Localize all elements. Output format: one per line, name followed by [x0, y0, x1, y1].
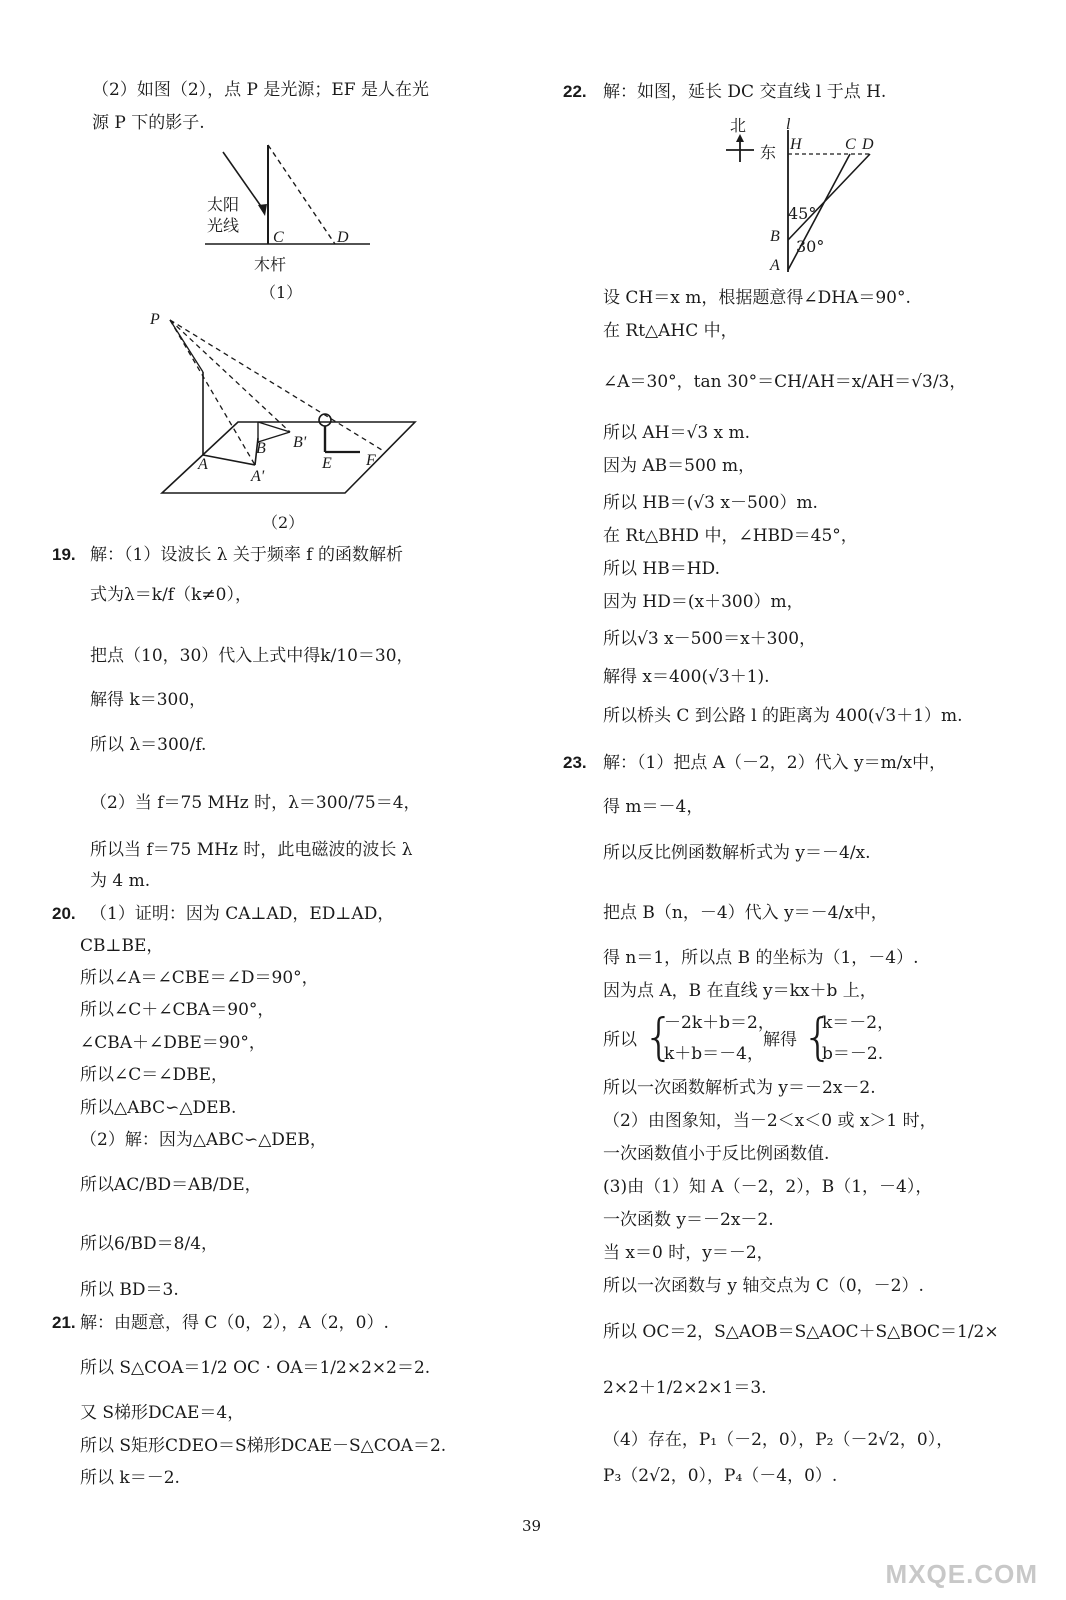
q20-line11: 所以 BD＝3.: [80, 1280, 179, 1300]
page-number: 39: [522, 1517, 542, 1535]
q23-system-prefix: 所以: [603, 1030, 637, 1050]
q19-line1: 解：（1）设波长 λ 关于频率 f 的函数解析: [90, 545, 403, 565]
q22-number: 22.: [563, 82, 587, 101]
fig1-label-pole: 木杆: [254, 255, 287, 274]
q22-line12: 解得 x＝400(√3＋1).: [603, 667, 770, 687]
q22-fig-east: 东: [760, 143, 777, 162]
q23-line16: 2×2＋1/2×2×1＝3.: [603, 1378, 767, 1398]
q20-line7: 所以△ABC∽△DEB.: [80, 1098, 237, 1118]
q22-fig-30deg: 30°: [796, 237, 825, 256]
q22-line1: 解：如图，延长 DC 交直线 l 于点 H.: [603, 82, 887, 102]
q23-system-eq1: －2k＋b＝2，: [664, 1013, 775, 1033]
q23-line18: P₃（2√2，0），P₄（－4，0）.: [603, 1466, 838, 1486]
q21-line1: 解：由题意，得 C（0，2），A（2，0）.: [80, 1313, 389, 1333]
q22-fig-45deg: 45°: [788, 204, 817, 223]
q22-line8: 在 Rt△BHD 中，∠HBD＝45°，: [603, 526, 858, 546]
q23-system-sol1: k＝－2，: [822, 1013, 895, 1033]
q23-line1: 解：（1）把点 A（－2，2）代入 y＝m/x中，: [603, 753, 947, 773]
q18-part2-line1: （2）如图（2），点 P 是光源；EF 是人在光: [92, 80, 429, 100]
q19-line8: 为 4 m.: [90, 871, 151, 891]
q23-line4: 把点 B（n，－4）代入 y＝－4/x中，: [603, 903, 888, 923]
q23-number: 23.: [563, 753, 587, 772]
q23-line5: 得 n＝1，所以点 B 的坐标为（1，－4）.: [603, 948, 919, 968]
q19-line4: 解得 k＝300，: [90, 690, 207, 710]
q19-line6: （2）当 f＝75 MHz 时，λ＝300/75＝4，: [90, 793, 421, 813]
fig1-label-ray: 光线: [207, 216, 240, 235]
q20-line2: CB⊥BE，: [80, 936, 164, 956]
q22-line3: 在 Rt△AHC 中，: [603, 321, 738, 341]
fig2-caption: （2）: [262, 513, 305, 532]
q20-line4: 所以∠C＋∠CBA＝90°，: [80, 1000, 275, 1020]
q23-line6: 因为点 A，B 在直线 y＝kx＋b 上，: [603, 981, 877, 1001]
q22-fig-d: D: [862, 136, 874, 153]
q19-line2: 式为λ＝k/f（k≠0），: [90, 585, 252, 605]
q22-fig-north: 北: [730, 116, 747, 135]
fig2-label-b: B: [256, 440, 266, 457]
fig1-label-c: C: [273, 229, 284, 246]
q23-line2: 得 m＝－4，: [603, 797, 704, 817]
q19-line5: 所以 λ＝300/f.: [90, 735, 207, 755]
q20-line8: （2）解：因为△ABC∽△DEB，: [80, 1130, 327, 1150]
q20-line1: （1）证明：因为 CA⊥AD，ED⊥AD，: [90, 904, 395, 924]
q22-fig-l: l: [786, 116, 791, 133]
q23-line11: (3)由（1）知 A（－2，2），B（1，－4），: [603, 1177, 933, 1197]
fig2-label-b-prime: B': [293, 434, 307, 451]
fig1-label-d: D: [337, 229, 349, 246]
fig2-label-a-prime: A': [251, 468, 265, 485]
q23-line15: 所以 OC＝2，S△AOB＝S△AOC＋S△BOC＝1/2×: [603, 1322, 999, 1342]
q19-line7: 所以当 f＝75 MHz 时，此电磁波的波长 λ: [90, 840, 413, 860]
q23-system-solve: 解得: [763, 1030, 797, 1050]
q23-line12: 一次函数 y＝－2x－2.: [603, 1210, 774, 1230]
fig2-label-p: P: [150, 311, 160, 328]
q23-line10: 一次函数值小于反比例函数值.: [603, 1144, 830, 1164]
q23-system-sol2: b＝－2.: [822, 1044, 884, 1064]
fig1-caption: （1）: [260, 283, 303, 302]
q18-part2-line2: 源 P 下的影子.: [92, 113, 205, 133]
q22-fig-b: B: [770, 228, 780, 245]
q22-fig-h: H: [790, 136, 802, 153]
q21-line5: 所以 k＝－2.: [80, 1468, 180, 1488]
fig2-label-f: F: [366, 452, 376, 469]
q22-line7: 所以 HB＝(√3 x－500）m.: [603, 493, 818, 513]
q20-number: 20.: [52, 904, 76, 923]
q23-line3: 所以反比例函数解析式为 y＝－4/x.: [603, 843, 871, 863]
fig2-label-e: E: [322, 455, 332, 472]
q22-line6: 因为 AB＝500 m，: [603, 456, 756, 476]
q22-line5: 所以 AH＝√3 x m.: [603, 423, 751, 443]
q22-line10: 因为 HD＝(x＋300）m，: [603, 592, 804, 612]
fig1-label-sun: 太阳: [207, 195, 240, 214]
q23-line14: 所以一次函数与 y 轴交点为 C（0，－2）.: [603, 1276, 924, 1296]
q23-brace-left: {: [643, 1008, 675, 1066]
q22-line9: 所以 HB＝HD.: [603, 559, 720, 579]
q21-line3: 又 S梯形DCAE＝4，: [80, 1403, 245, 1423]
q21-line2: 所以 S△COA＝1/2 OC · OA＝1/2×2×2＝2.: [80, 1358, 431, 1378]
figure-2-point-light: [150, 310, 420, 500]
q22-fig-a: A: [770, 257, 780, 274]
q19-number: 19.: [52, 545, 76, 564]
q20-line6: 所以∠C＝∠DBE，: [80, 1065, 229, 1085]
q22-line4: ∠A＝30°，tan 30°＝CH/AH＝x/AH＝√3/3，: [603, 372, 967, 392]
q21-line4: 所以 S矩形CDEO＝S梯形DCAE－S△COA＝2.: [80, 1436, 447, 1456]
fig2-label-a: A: [198, 456, 208, 473]
q23-line17: （4）存在，P₁（－2，0），P₂（－2√2，0），: [603, 1430, 954, 1450]
q23-system-eq2: k＋b＝－4，: [664, 1044, 764, 1064]
q20-line9: 所以AC/BD＝AB/DE，: [80, 1175, 262, 1195]
q20-line10: 所以6/BD＝8/4，: [80, 1234, 219, 1254]
q23-line13: 当 x＝0 时，y＝－2，: [603, 1243, 774, 1263]
q22-line2: 设 CH＝x m，根据题意得∠DHA＝90°.: [603, 288, 911, 308]
q21-number: 21.: [52, 1313, 76, 1332]
q20-line3: 所以∠A＝∠CBE＝∠D＝90°，: [80, 968, 319, 988]
q23-brace-right: {: [802, 1008, 834, 1066]
q23-line8: 所以一次函数解析式为 y＝－2x－2.: [603, 1078, 876, 1098]
q22-line13: 所以桥头 C 到公路 l 的距离为 400(√3＋1）m.: [603, 706, 963, 726]
q20-line5: ∠CBA＋∠DBE＝90°，: [80, 1033, 266, 1053]
q19-line3: 把点（10，30）代入上式中得k/10＝30，: [90, 646, 414, 666]
q23-line9: （2）由图象知，当－2＜x＜0 或 x＞1 时，: [603, 1111, 937, 1131]
q22-line11: 所以√3 x－500＝x＋300，: [603, 629, 817, 649]
q22-fig-c: C: [845, 136, 856, 153]
watermark: MXQE.COM: [885, 1559, 1038, 1589]
